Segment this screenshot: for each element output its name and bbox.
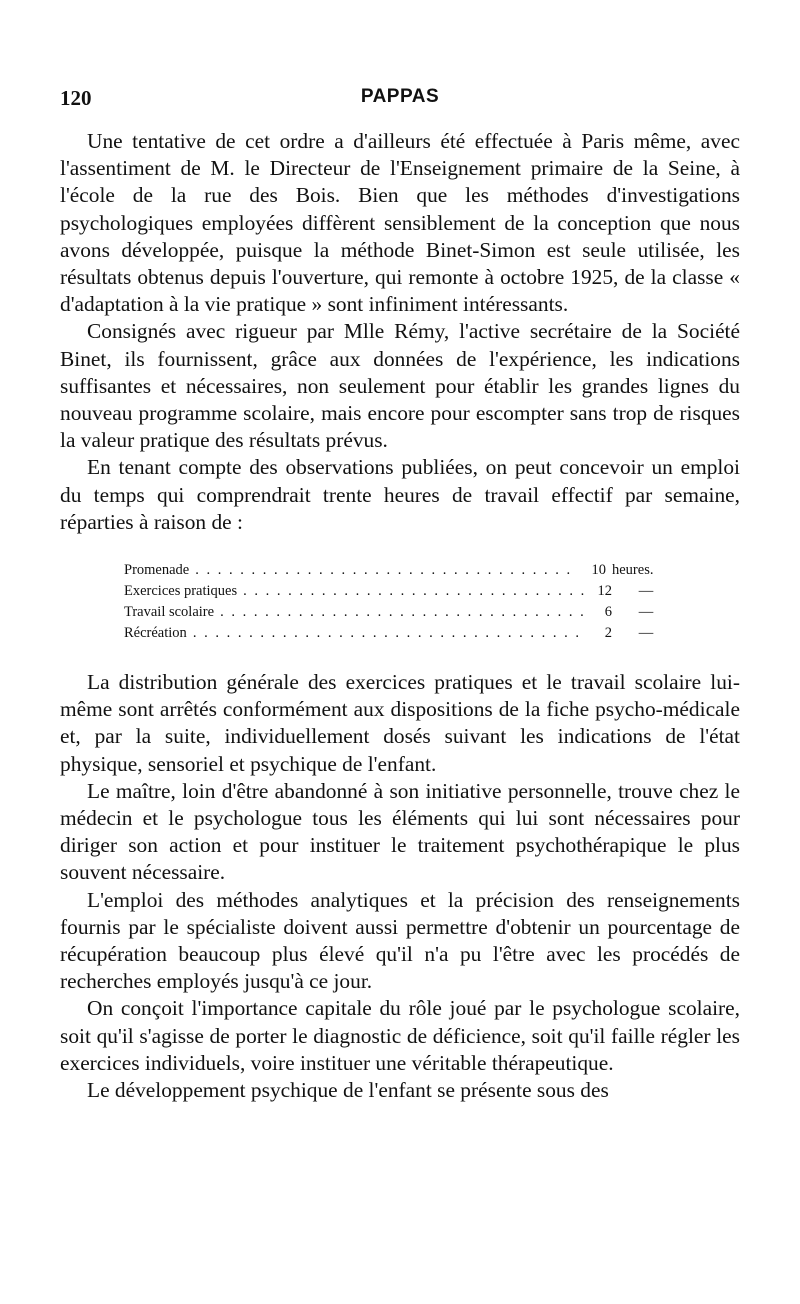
paragraph: En tenant compte des observations publiées, on peut concevoir un emploi du temps qui comprendrait trente heures de travail effectif par semaine, réparties à raison de : [60, 455, 740, 534]
dot-leader [214, 602, 584, 623]
schedule-label: Travail scolaire [124, 604, 215, 621]
paragraph: L'emploi des méthodes analytiques et la précision des renseignements fournis par le spécialiste doivent aussi permettre d'obtenir un pourcentage de récupération beaucoup plus élevé qu'il n'a pu l'être avec les procédés de recherches employés jusqu'à ce jour. [60, 887, 740, 994]
schedule-value: 10 [591, 562, 606, 579]
paragraph: On conçoit l'importance capitale du rôle joué par le psychologue scolaire, soit qu'il s'agisse de porter le diagnostic de déficience, soit qu'il faille régler les exercices individuels, voire instituer une véritable thérapeutique. [60, 996, 740, 1075]
paragraph: La distribution générale des exercices pratiques et le travail scolaire lui-même sont arrêtés conformément aux dispositions de la fiche psycho-médicale et, par la suite, individuellement dosés suivant les indications de l'état physique, sensoriel et psychique de l'enfant. [60, 670, 740, 776]
schedule-unit: — [638, 583, 654, 600]
dot-leader [189, 560, 578, 581]
paragraph: Le développement psychique de l'enfant se présente sous des [87, 1078, 609, 1103]
dot-leader [237, 581, 584, 602]
schedule-table [124, 560, 680, 644]
page-header [60, 86, 740, 112]
page-number: 120 [60, 86, 92, 110]
schedule-row [124, 623, 680, 644]
schedule-row [124, 560, 680, 581]
paragraph: Une tentative de cet ordre a d'ailleurs été effectuée à Paris même, avec l'assentiment de M. le Directeur de l'Enseignement primaire de la Seine, à l'école de la rue des Bois. Bien que les méthodes d'investigations psychologiques employées diffèrent sensiblement de la conception que nous avons développée, puisque la méthode Binet-Simon est seule utilisée, les résultats obtenus depuis l'ouverture, qui remonte à octobre 1925, de la classe « d'adaptation à la vie pratique » sont infiniment intéressants. [60, 129, 740, 317]
running-title: PAPPAS [360, 86, 440, 107]
schedule-row [124, 602, 680, 623]
schedule-value: 6 [604, 604, 612, 621]
schedule-value: 12 [597, 583, 612, 600]
schedule-label: Promenade [124, 562, 190, 579]
schedule-row [124, 581, 680, 602]
schedule-label: Exercices pratiques [124, 583, 238, 600]
paragraph: Le maître, loin d'être abandonné à son initiative personnelle, trouve chez le médecin et le psychologue tous les éléments qui lui sont nécessaires pour diriger son action et pour instituer le traitement psychothérapique le plus souvent nécessaire. [60, 778, 740, 885]
schedule-unit: heures. [612, 562, 654, 579]
schedule-value: 2 [604, 625, 612, 642]
schedule-unit: — [638, 625, 654, 642]
schedule-unit: — [638, 604, 654, 621]
page-body [60, 128, 740, 1104]
paragraph: Consignés avec rigueur par Mlle Rémy, l'active secrétaire de la Société Binet, ils fournissent, grâce aux données de l'expérience, les indications suffisantes et nécessaires, non seulement pour établir les grandes lignes du nouveau programme scolaire, mais encore pour escompter sans trop de risques la valeur pratique des résultats prévus. [60, 319, 740, 453]
schedule-label: Récréation [124, 625, 187, 642]
dot-leader [187, 623, 584, 644]
